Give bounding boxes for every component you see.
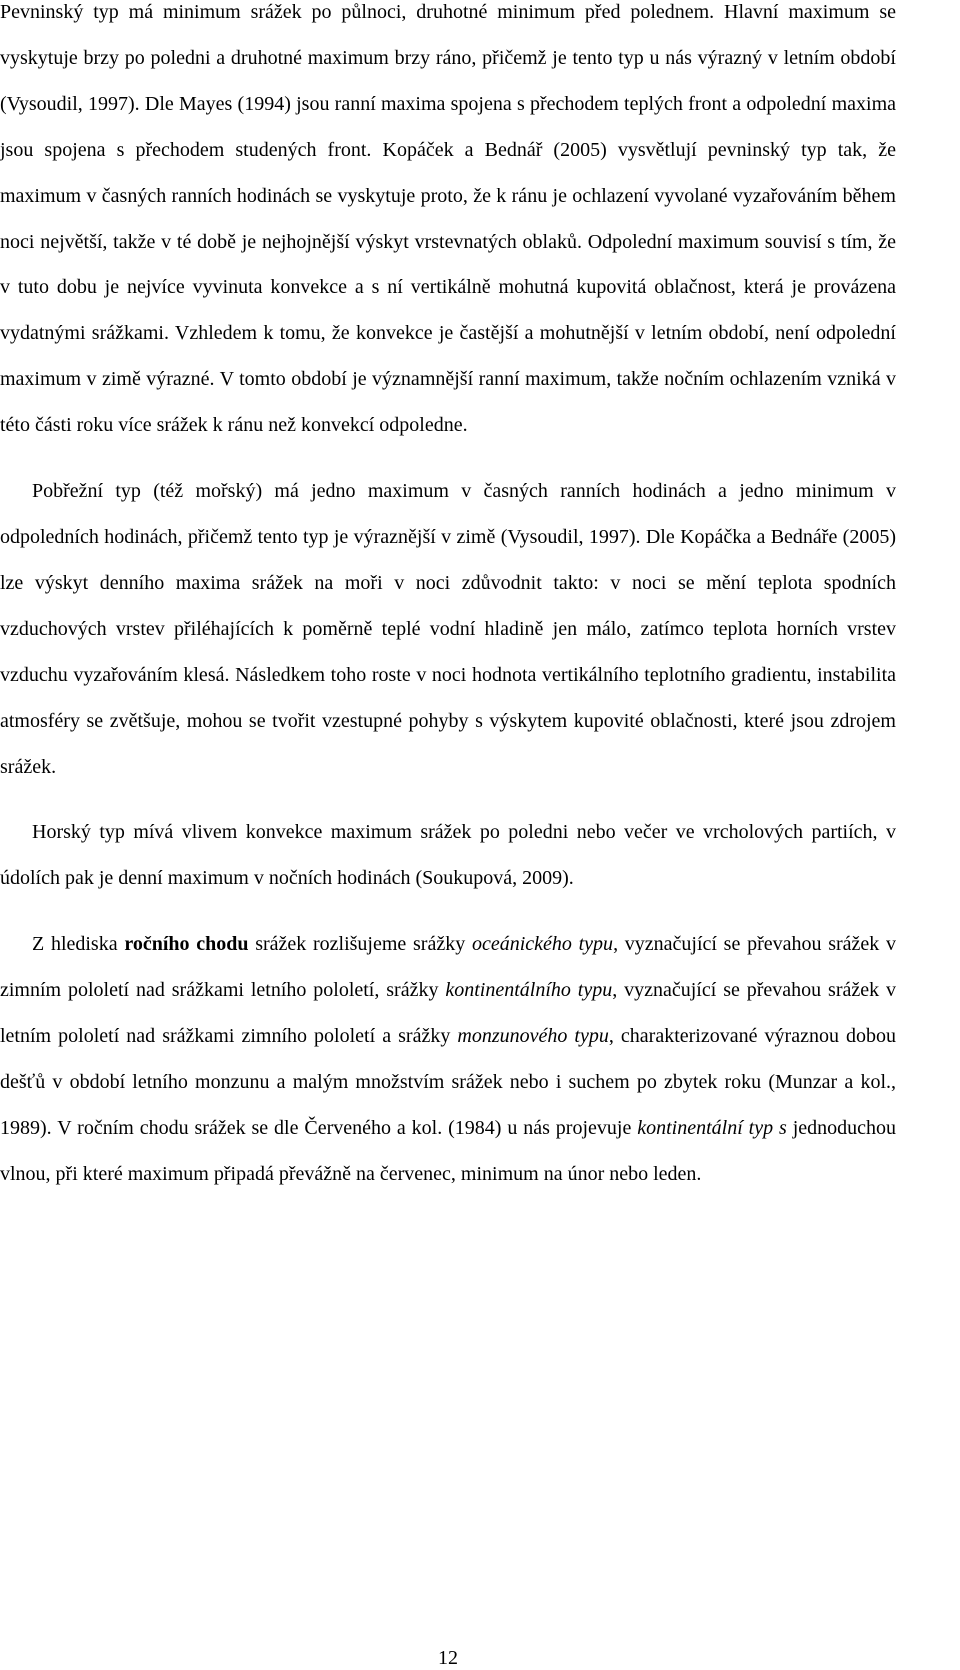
paragraph-2 bbox=[0, 469, 896, 790]
paragraph-1 bbox=[0, 0, 896, 449]
paragraph-4-segment-7: , vyznačující se převahou srážek v letním pololetí nad srážkami zimního pololetí a srážky bbox=[0, 979, 897, 1048]
term-kontinentalniho-typu: kontinentálního typu bbox=[445, 979, 613, 1002]
paragraph-2-text: Pobřežní typ (též mořský) má jedno maximum v časných ranních hodinách a jedno minimum v odpoledních hodinách, přičemž tento typ je výraznější v zimě (Vysoudil, 1997). Dle Kopáčka a Bednáře (2005) lze výskyt denního maxima srážek na moři v noci zdůvodnit takto: v noci se mění teplota spodních vzduchových vrstev přiléhajících k poměrně teplé vodní hladině jen málo, zatímco teplota horních vrstev vzduchu vyzařováním klesá. Následkem toho roste v noci hodnota vertikálního teplotního gradientu, instabilita atmosféry se zvětšuje, mohou se tvořit vzestupné pohyby s výskytem kupovité oblačnosti, které jsou zdrojem srážek. bbox=[0, 480, 896, 778]
paragraph-4-segment-3: srážek rozlišujeme srážky bbox=[248, 933, 472, 956]
paragraph-1-text: Pevninský typ má minimum srážek po půlnoci, druhotné minimum před polednem. Hlavní maximum se vyskytuje brzy po poledni a druhotné maximum brzy ráno, přičemž je tento typ u nás výrazný v letním období (Vysoudil, 1997). Dle Mayes (1994) jsou ranní maxima spojena s přechodem teplých front a odpolední maxima jsou spojena s přechodem studených front. Kopáček a Bednář (2005) vysvětlují pevninský typ tak, že maximum v časných ranních hodinách se vyskytuje proto, že k ránu je ochlazení vyvolané vyzařováním během noci největší, takže v té době je nejhojnější výskyt vrstevnatých oblaků. Odpolední maximum souvisí s tím, že v tuto dobu je nejvíce vyvinuta konvekce a s ní vertikálně mohutná kupovitá oblačnost, která je provázena vydatnými srážkami. Vzhledem k tomu, že konvekce je častější a mohutnější v letním období, není odpolední maximum v zimě výrazné. V tomto období je významnější ranní maximum, takže nočním ochlazením vzniká v této části roku více srážek k ránu než konvekcí odpoledne. bbox=[0, 1, 896, 437]
page-number: 12 bbox=[438, 1647, 458, 1669]
paragraph-4-segment-11: jednoduchou vlnou, při které maximum připadá převážně na červenec, minimum na únor nebo leden. bbox=[0, 1116, 897, 1185]
paragraph-4 bbox=[0, 922, 896, 1197]
paragraph-4-segment-9: , charakterizované výraznou dobou dešťů v období letního monzunu a malým množstvím srážek nebo i suchem po zbytek roku (Munzar a kol., 1989). V ročním chodu srážek se dle Červeného a kol. (1984) u nás projevuje bbox=[0, 1025, 896, 1139]
term-kontinentalni-typ-s: kontinentální typ s bbox=[637, 1116, 787, 1139]
paragraph-4-segment-1: Z hlediska bbox=[32, 933, 125, 956]
paragraph-3 bbox=[0, 810, 896, 902]
paragraph-4-segment-5: , vyznačující se převahou srážek v zimním pololetí nad srážkami letního pololetí, srážky bbox=[0, 933, 897, 1002]
paragraph-3-text: Horský typ mívá vlivem konvekce maximum srážek po poledni nebo večer ve vrcholových partiích, v údolích pak je denní maximum v nočních hodinách (Soukupová, 2009). bbox=[0, 821, 896, 890]
term-oceanickeho-typu: oceánického typu bbox=[471, 933, 614, 956]
term-monzunoveho-typu: monzunového typu bbox=[457, 1025, 609, 1048]
term-rocniho-chodu: ročního chodu bbox=[124, 933, 249, 956]
